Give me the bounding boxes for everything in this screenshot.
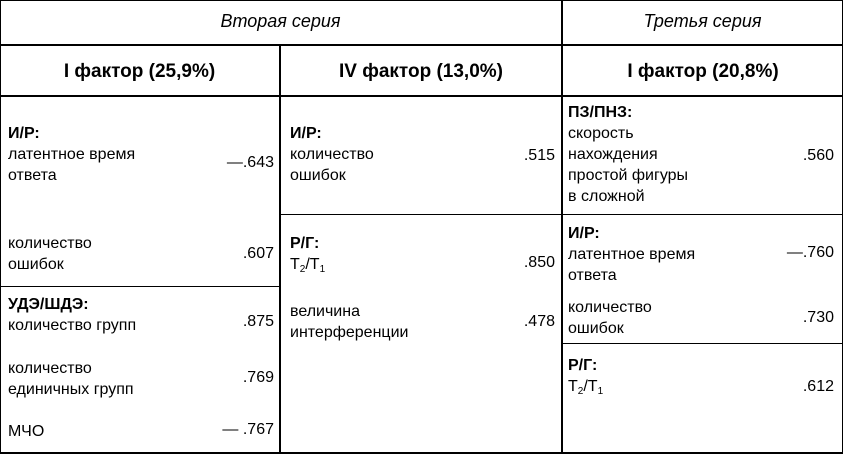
- col3-g2-item1-line1: латентное время: [568, 246, 696, 263]
- series3-header: Третья серия: [643, 11, 762, 31]
- col1-g2-item3-label: МЧО: [8, 423, 45, 440]
- col1-g1-item2-value: .607: [242, 245, 274, 262]
- col3-t1-letter: /Т: [583, 378, 598, 395]
- col1-g1-item2: [8, 233, 208, 275]
- col2-g2-heading: Р/Г:: [290, 235, 320, 252]
- col1-g2-item3-value: — .767: [222, 421, 274, 438]
- col3-group2: [568, 223, 768, 286]
- col1-g2-item2-line2: единичных групп: [8, 381, 134, 398]
- factor-divider: [0, 95, 843, 97]
- col3-g2-item1-line2: ответа: [568, 267, 617, 284]
- col1-g1-item2-line1: количество: [8, 235, 92, 252]
- col2-g2-item2-line1: величина: [290, 303, 360, 320]
- series2-header: Вторая серия: [220, 11, 341, 31]
- col1-g2-item1: количество групп: [8, 317, 137, 334]
- col2-g2-item2-value: .478: [523, 313, 555, 330]
- col2-g1-item1-value: .515: [523, 147, 555, 164]
- col2-t1-letter: /Т: [305, 256, 320, 273]
- col1-g1-item1-line1: латентное время: [8, 146, 136, 163]
- col1-g1-item1-value: —.643: [226, 154, 274, 171]
- top-border: [0, 0, 843, 1]
- col1-col2-divider: [279, 44, 281, 454]
- col2-g2-ratio: [290, 254, 490, 280]
- col1-g2-item2-line1: количество: [8, 360, 92, 377]
- col1-group1: [8, 123, 208, 186]
- col2-g1-item1-line2: ошибок: [290, 167, 346, 184]
- col3-g1-line3: простой фигуры: [568, 167, 689, 184]
- col1-g1-item1-line2: ответа: [8, 167, 57, 184]
- col1-g2-item2: [8, 358, 228, 400]
- col3-g2-item2: [568, 297, 768, 339]
- col1-group2: [8, 294, 228, 336]
- col3-group1: [568, 102, 768, 207]
- col2-group-divider: [280, 214, 562, 215]
- col3-g1-value: .560: [802, 147, 834, 164]
- col2-group1: [290, 123, 490, 186]
- col3-group2-divider: [562, 343, 843, 344]
- col1-g2-heading: УДЭ/ШДЭ:: [8, 296, 89, 313]
- col1-g1-item2-line2: ошибок: [8, 256, 64, 273]
- col2-g2-item2-line2: интерференции: [290, 324, 409, 341]
- col3-g1-line2: нахождения: [568, 146, 658, 163]
- col1-g1-heading: И/Р:: [8, 125, 40, 142]
- col2-g1-heading: И/Р:: [290, 125, 322, 142]
- col3-g3-value: .612: [802, 378, 834, 395]
- col1-group-divider: [0, 286, 280, 287]
- col2-t2-sub: 2: [299, 264, 306, 275]
- series-divider: [0, 44, 843, 46]
- col2-t1-sub: 1: [319, 264, 326, 275]
- col3-g1-heading: ПЗ/ПНЗ:: [568, 104, 633, 121]
- col2-g2-item2: [290, 301, 490, 343]
- col3-t1-sub: 1: [597, 386, 604, 397]
- factor1-header: I фактор (25,9%): [63, 61, 216, 82]
- factor2-header: IV фактор (13,0%): [338, 61, 503, 82]
- col3-g3-ratio: [568, 376, 768, 402]
- col3-g2-item2-line1: количество: [568, 299, 652, 316]
- col3-g2-item1-value: —.760: [786, 244, 834, 261]
- col2-g1-item1-line1: количество: [290, 146, 374, 163]
- col2-g2-item1-value: .850: [523, 254, 555, 271]
- col1-g2-item2-value: .769: [242, 369, 274, 386]
- col1-g2-item3: [8, 421, 128, 442]
- col3-g2-heading: И/Р:: [568, 225, 600, 242]
- col3-t2-letter: Т: [568, 378, 578, 395]
- col3-group1-divider: [562, 214, 843, 215]
- col1-g2-item1-value: .875: [242, 313, 274, 330]
- col3-g1-line1: скорость: [568, 125, 634, 142]
- col3-g2-item2-line2: ошибок: [568, 320, 624, 337]
- col3-g1-line4: в сложной: [568, 188, 645, 205]
- col2-t2-letter: Т: [290, 256, 300, 273]
- col3-g3-heading: Р/Г:: [568, 357, 598, 374]
- col3-t2-sub: 2: [577, 386, 584, 397]
- col3-group3: [568, 355, 768, 402]
- col3-g2-item2-value: .730: [802, 309, 834, 326]
- col2-group2: [290, 233, 490, 280]
- factor3-header: I фактор (20,8%): [627, 61, 779, 82]
